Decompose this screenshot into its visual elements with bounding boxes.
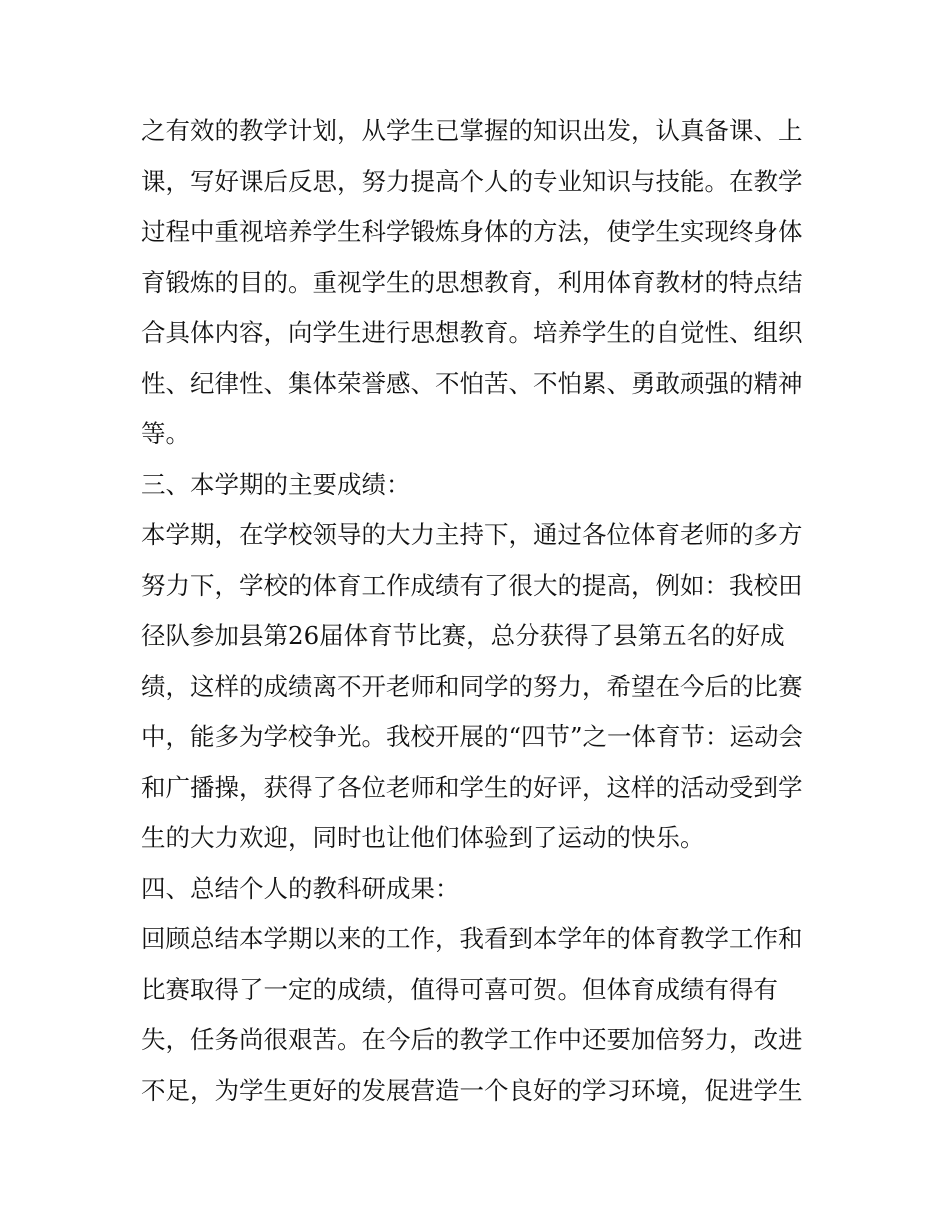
text-line: 中，能多为学校争光。我校开展的“四节”之一体育节：运动会 [141, 722, 804, 751]
text-line: 不足，为学生更好的发展营造一个良好的学习环境，促进学生 [141, 1075, 803, 1105]
text-line: 绩，这样的成绩离不开老师和同学的努力，希望在今后的比赛 [141, 671, 803, 701]
section-heading-3: 三、本学期的主要成绩： [141, 469, 411, 499]
text-line: 合具体内容，向学生进行思想教育。培养学生的自觉性、组织 [141, 318, 803, 347]
text-line: 失，任务尚很艰苦。在今后的教学工作中还要加倍努力，改进 [141, 1025, 803, 1054]
text-line: 性、纪律性、集体荣誉感、不怕苦、不怕累、勇敢顽强的精神 [141, 368, 803, 398]
text-line: 等。 [141, 419, 190, 448]
text-line: 比赛取得了一定的成绩，值得可喜可贺。但体育成绩有得有 [141, 974, 778, 1004]
text-line: 本学期，在学校领导的大力主持下，通过各位体育老师的多方 [141, 520, 803, 549]
text-line: 回顾总结本学期以来的工作，我看到本学年的体育教学工作和 [141, 924, 803, 953]
text-line: 课，写好课后反思，努力提高个人的专业知识与技能。在教学 [141, 166, 803, 196]
section-heading-4: 四、总结个人的教科研成果： [141, 873, 460, 903]
text-line: 生的大力欢迎，同时也让他们体验到了运动的快乐。 [141, 823, 705, 852]
text-line: 努力下，学校的体育工作成绩有了很大的提高，例如：我校田 [141, 570, 803, 600]
text-line: 育锻炼的目的。重视学生的思想教育，利用体育教材的特点结 [141, 267, 803, 297]
body-text [141, 106, 821, 1116]
text-line: 和广播操，获得了各位老师和学生的好评，这样的活动受到学 [141, 772, 803, 802]
text-line: 径队参加县第26届体育节比赛，总分获得了县第五名的好成 [141, 621, 785, 650]
text-line: 之有效的教学计划，从学生已掌握的知识出发，认真备课、上 [141, 116, 803, 145]
text-line: 过程中重视培养学生科学锻炼身体的方法，使学生实现终身体 [141, 217, 803, 246]
